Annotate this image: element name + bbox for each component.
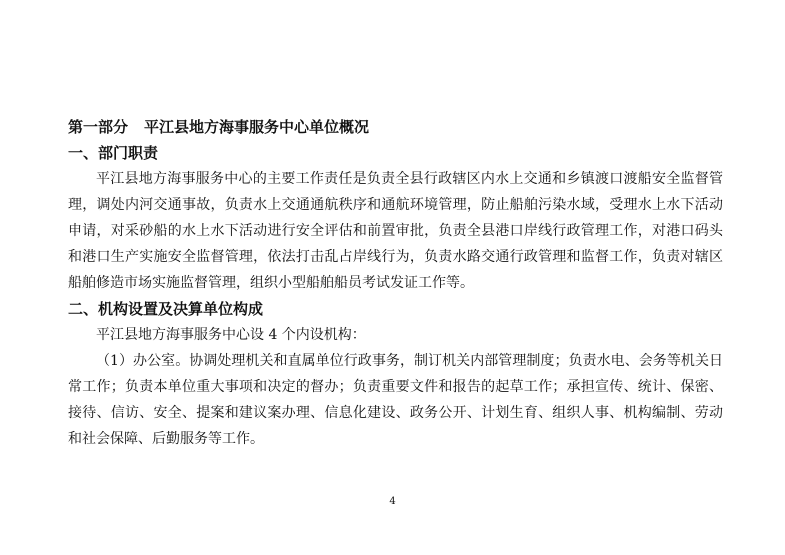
section-heading-organization: 二、机构设置及决算单位构成 [68,300,264,318]
part-title-text: 平江县地方海事服务中心单位概况 [144,118,370,136]
office-description-paragraph: （1）办公室。协调处理机关和直属单位行政事务，制订机关内部管理制度；负责水电、会务等机关日常工作；负责本单位重大事项和决定的督办；负责重要文件和报告的起草工作；承担宣传、统计、保密、接待、信访、安全、提案和建议案办理、信息化建设、政务公开、计划生育、组织人事、机构编制、劳动和社会保障、后勤服务等工作。 [68,353,723,447]
page-number: 4 [389,496,396,507]
part-label: 第一部分 [68,118,129,136]
section-heading-duties: 一、部门职责 [68,144,159,162]
part-title [68,114,723,140]
organization-intro-paragraph: 平江县地方海事服务中心设 4 个内设机构： [96,327,366,343]
page-content [68,114,723,452]
duties-paragraph: 平江县地方海事服务中心的主要工作责任是负责全县行政辖区内水上交通和乡镇渡口渡船安全监督管理，调处内河交通事故，负责水上交通通航秩序和通航环境管理，防止船舶污染水域，受理水上水下活动申请，对采砂船的水上水下活动进行安全评估和前置审批，负责全县港口岸线行政管理工作，对港口码头和港口生产实施安全监督管理，依法打击乱占岸线行为，负责水路交通行政管理和监督工作，负责对辖区船舶修造市场实施监督管理，组织小型船舶船员考试发证工作等。 [68,171,723,291]
